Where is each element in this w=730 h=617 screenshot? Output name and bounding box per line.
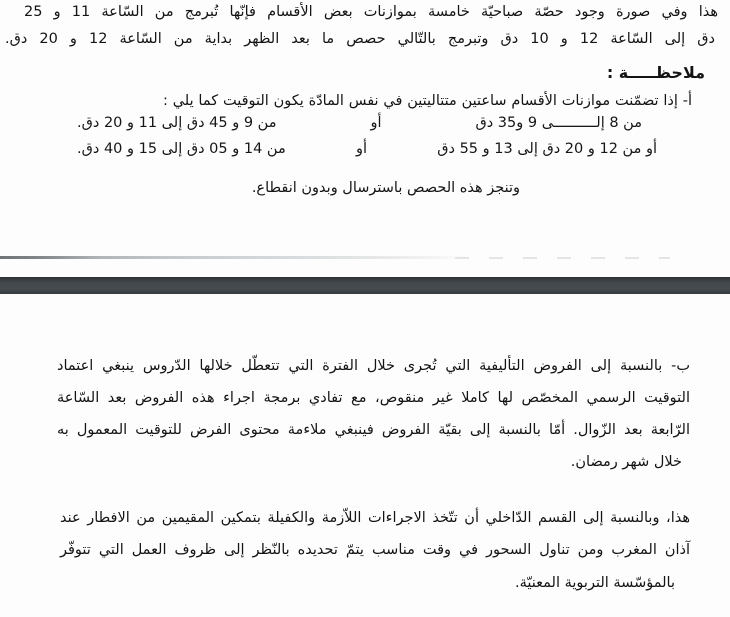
schedule-row-1-option-first: من 8 إلــــــــــى 9 و35 دق [475, 115, 642, 131]
schedule-row-1-separator: أو [370, 115, 382, 131]
item-b-line-3: الرّابعة بعد الزّوال. أمّا بالنسبة إلى بقيّة الفروض فينبغي ملاءمة محتوى الفرض للتوقيت المعمول به [57, 422, 690, 438]
final-paragraph-line-1: هذا، وبالنسبة إلى القسم الدّاخلي أن تتّخذ الاجراءات اللاّزمة والكفيلة بتمكين المقيمين من الافطار عند [60, 510, 690, 526]
schedule-row-2-separator: أو [355, 141, 367, 157]
item-b-line-1: ب- بالنسبة إلى الفروض التأليفية التي تُجرى خلال الفترة التي تتعطّل خلالها الدّروس ينبغي اعتماد [57, 358, 690, 374]
final-paragraph-line-2: آذان المغرب ومن تناول السحور في وقت مناسب يتمّ تحديده بالنّظر إلى ظروف العمل التي تتوفّر [60, 542, 690, 558]
page-separator-band [0, 277, 730, 294]
item-b-line-4: خلال شهر رمضان. [570, 454, 682, 470]
note-item-a: أ- إذا تضمّنت موازنات الأقسام ساعتين متتاليتين في نفس المادّة يكون التوقيت كما يلي : [163, 93, 692, 109]
schedule-row-2 [77, 141, 657, 157]
final-paragraph-line-3: بالمؤسّسة التربوية المعنيّة. [515, 575, 675, 591]
schedule-row-1-option-second: من 9 و 45 دق إلى 11 و 20 دق. [77, 115, 277, 131]
intro-paragraph-line-1: هذا وفي صورة وجود حصّة صباحيّة خامسة بموازنات بعض الأقسام فإنّها تُبرمج من السّاعة 11 و 25 [24, 4, 718, 20]
schedule-row-2-option-first: أو من 12 و 20 دق إلى 13 و 55 دق [437, 141, 657, 157]
schedule-row-1 [77, 115, 642, 131]
note-heading: ملاحظـــــة : [606, 63, 705, 82]
schedule-row-2-option-second: من 14 و 05 دق إلى 15 و 40 دق. [77, 141, 286, 157]
intro-paragraph-line-2: دق إلى السّاعة 12 و 10 دق وتبرمج بالتّالي حصص ما بعد الظهر بداية من السّاعة 12 و 20 دق. [5, 31, 715, 47]
scan-artifact-dashes [455, 257, 670, 259]
item-b-line-2: التوقيت الرسمي المخصّص لها كاملا غير منقوص، مع تفادي برمجة اجراء هذه الفروض بعد السّاعة [57, 390, 690, 406]
note-closing-line: وتنجز هذه الحصص باسترسال وبدون انقطاع. [251, 180, 520, 196]
scan-artifact-line [0, 256, 470, 259]
